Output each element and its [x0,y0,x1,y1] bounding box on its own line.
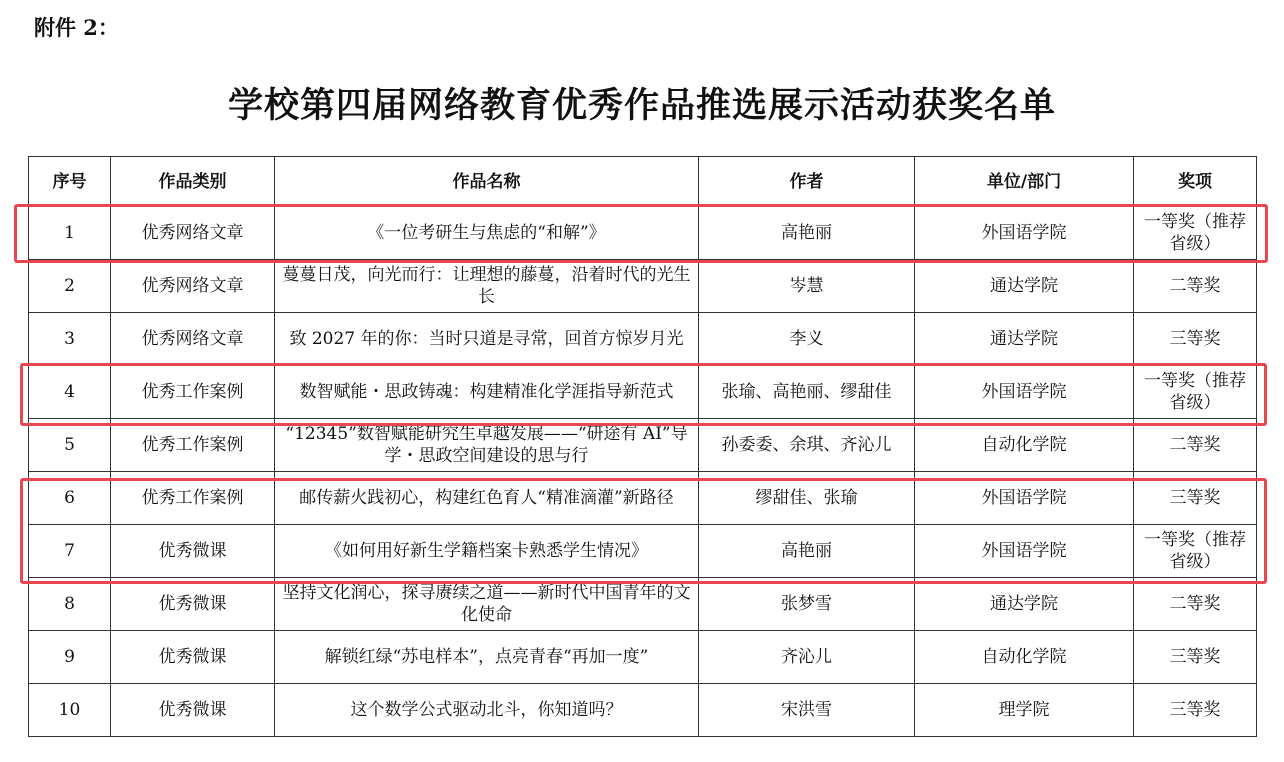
header-author: 作者 [699,157,915,207]
cell-work-title: 解锁红绿“苏电样本”，点亮青春“再加一度” [275,631,699,684]
cell-award: 二等奖 [1134,578,1257,631]
cell-author: 缪甜佳、张瑜 [699,472,915,525]
cell-category: 优秀微课 [111,684,275,737]
cell-work-title: 邮传薪火践初心，构建红色育人“精准滴灌”新路径 [275,472,699,525]
cell-award: 三等奖 [1134,313,1257,366]
cell-author: 岑慧 [699,260,915,313]
cell-author: 张梦雪 [699,578,915,631]
table-row [29,419,1257,472]
header-category: 作品类别 [111,157,275,207]
cell-award: 二等奖 [1134,260,1257,313]
table-row [29,472,1257,525]
cell-index: 2 [29,260,111,313]
cell-department: 外国语学院 [915,525,1134,578]
table-row [29,207,1257,260]
table-body [29,207,1257,737]
cell-award: 一等奖（推荐省级） [1134,366,1257,419]
cell-work-title: 《一位考研生与焦虑的“和解”》 [275,207,699,260]
awards-table [28,156,1257,737]
cell-department: 外国语学院 [915,207,1134,260]
cell-award: 一等奖（推荐省级） [1134,207,1257,260]
cell-index: 6 [29,472,111,525]
cell-category: 优秀微课 [111,631,275,684]
cell-work-title: 这个数学公式驱动北斗，你知道吗？ [275,684,699,737]
cell-award: 一等奖（推荐省级） [1134,525,1257,578]
cell-work-title: 数智赋能・思政铸魂：构建精准化学涯指导新范式 [275,366,699,419]
cell-category: 优秀微课 [111,578,275,631]
cell-author: 孙委委、余琪、齐沁儿 [699,419,915,472]
cell-award: 三等奖 [1134,631,1257,684]
cell-author: 李义 [699,313,915,366]
cell-author: 高艳丽 [699,207,915,260]
cell-department: 通达学院 [915,313,1134,366]
table-row [29,525,1257,578]
table-row [29,366,1257,419]
cell-department: 外国语学院 [915,472,1134,525]
document-title: 学校第四届网络教育优秀作品推选展示活动获奖名单 [227,85,1056,126]
table-row [29,313,1257,366]
cell-author: 高艳丽 [699,525,915,578]
attachment-label: 附件 2： [34,15,119,40]
cell-category: 优秀微课 [111,525,275,578]
cell-department: 自动化学院 [915,631,1134,684]
table-header-row [29,157,1257,207]
table-row [29,684,1257,737]
cell-author: 宋洪雪 [699,684,915,737]
cell-category: 优秀工作案例 [111,472,275,525]
cell-work-title: “12345”数智赋能研究生卓越发展——“研途有 AI”导学・思政空间建设的思与行 [275,419,699,472]
header-department: 单位/部门 [915,157,1134,207]
cell-index: 4 [29,366,111,419]
cell-award: 三等奖 [1134,684,1257,737]
cell-index: 3 [29,313,111,366]
cell-index: 1 [29,207,111,260]
cell-index: 7 [29,525,111,578]
cell-work-title: 蔓蔓日茂，向光而行：让理想的藤蔓，沿着时代的光生长 [275,260,699,313]
cell-award: 二等奖 [1134,419,1257,472]
cell-index: 5 [29,419,111,472]
cell-index: 8 [29,578,111,631]
table-row [29,631,1257,684]
cell-author: 张瑜、高艳丽、缪甜佳 [699,366,915,419]
cell-work-title: 《如何用好新生学籍档案卡熟悉学生情况》 [275,525,699,578]
cell-author: 齐沁儿 [699,631,915,684]
cell-category: 优秀网络文章 [111,260,275,313]
cell-work-title: 致 2027 年的你：当时只道是寻常，回首方惊岁月光 [275,313,699,366]
header-work-title: 作品名称 [275,157,699,207]
cell-category: 优秀工作案例 [111,419,275,472]
cell-department: 自动化学院 [915,419,1134,472]
cell-category: 优秀网络文章 [111,207,275,260]
cell-department: 外国语学院 [915,366,1134,419]
cell-index: 10 [29,684,111,737]
header-index: 序号 [29,157,111,207]
cell-award: 三等奖 [1134,472,1257,525]
header-award: 奖项 [1134,157,1257,207]
cell-index: 9 [29,631,111,684]
cell-category: 优秀工作案例 [111,366,275,419]
cell-category: 优秀网络文章 [111,313,275,366]
cell-department: 通达学院 [915,578,1134,631]
table-row [29,260,1257,313]
cell-work-title: 坚持文化润心，探寻赓续之道——新时代中国青年的文化使命 [275,578,699,631]
cell-department: 理学院 [915,684,1134,737]
table-row [29,578,1257,631]
cell-department: 通达学院 [915,260,1134,313]
